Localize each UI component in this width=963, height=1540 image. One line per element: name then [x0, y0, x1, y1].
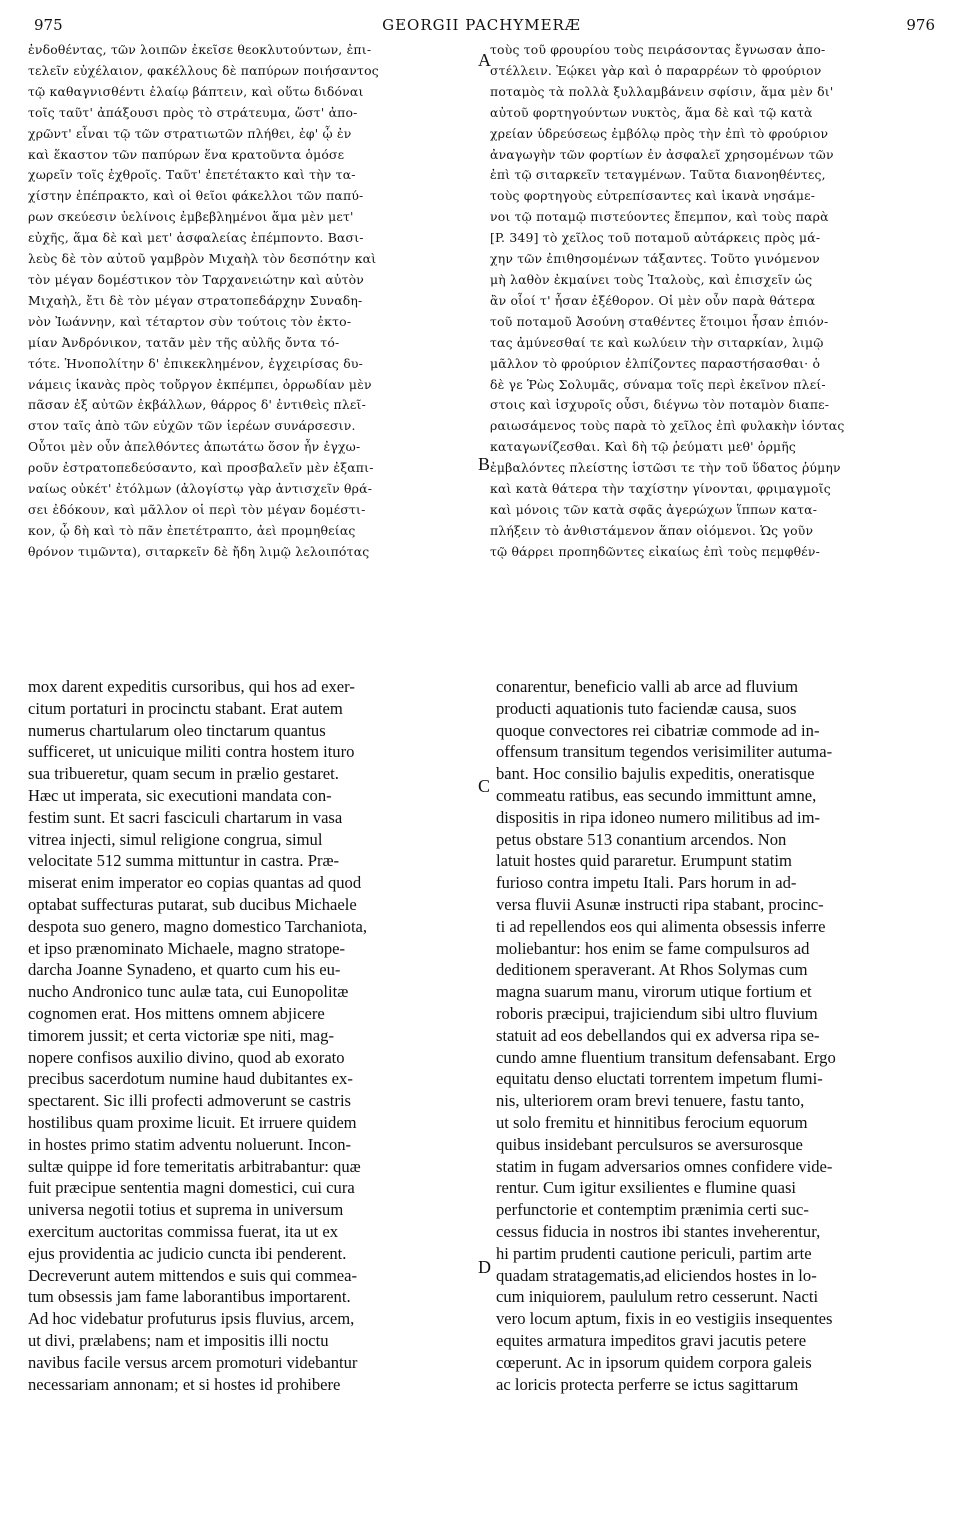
text-line: ναίως οὐκέτ' ἐτόλμων (ἀλογίστῳ γὰρ ἀντισχεῖν θρά-: [28, 481, 373, 497]
text-line: furioso contra impetu Itali. Pars horum in ad-: [496, 873, 797, 893]
text-line: νὸν Ἰωάννην, καὶ τέταρτον σὺν τούτοις τὸν ἐκτο-: [28, 313, 352, 329]
text-line: quadam stratagematis,ad eliciendos hostes in lo-: [496, 1265, 817, 1285]
text-line: vero locum aptum, fixis in eo vestigiis insequentes: [496, 1309, 833, 1329]
text-line: quibus insidebant perculsuros se aversurosque: [496, 1134, 803, 1154]
text-line: Hæc ut imperata, sic executioni mandata con-: [28, 785, 332, 805]
text-line: τας ἀμύνεσθαί τε καὶ κωλύειν τὴν σιταρκίαν, λιμῷ: [490, 334, 824, 350]
text-line: πᾶσαν ἐξ αὐτῶν ἐκβάλλων, θάρρος δ' ἐντιθεὶς πλεῖ-: [28, 397, 367, 413]
text-line: deditionem speraverant. At Rhos Solymas cum: [496, 960, 808, 980]
text-line: petus obstare 513 conantium arcendos. Non: [496, 829, 787, 849]
text-line: τὸν μέγαν δομέστικον τὸν Ταρχανειώτην καὶ αὐτὸν: [28, 271, 365, 287]
text-line: εὐχῆς, ἅμα δὲ καὶ μετ' ἀσφαλείας ἐπέμποντο. Βασι-: [28, 230, 364, 246]
text-line: τῷ θάρρει προπηδῶντες εἰκαίως ἐπὶ τοὺς πεμφθέν-: [490, 543, 821, 559]
text-line: ti ad repellendos eos qui alimenta obsessis inferre: [496, 916, 826, 936]
text-line: conarentur, beneficio valli ab arce ad fluvium: [496, 677, 799, 696]
text-line: ejus providentia ac judicio cuncta ibi penderent.: [28, 1243, 347, 1263]
text-line: roboris præcipui, trajiciendum sibi ultro fluvium: [496, 1003, 818, 1023]
text-line: μᾶλλον τὸ φρούριον ἐλπίζοντες παραστήσασθαι· ὁ: [490, 355, 821, 371]
text-line: dispositis in ripa idoneo numero militibus ad im-: [496, 807, 821, 827]
text-line: χωρεῖν τοῖς ἐχθροῖς. Ταῦτ' ἐπετέτακτο καὶ τὴν τα-: [28, 167, 356, 183]
text-line: λεὺς δὲ τὸν αὐτοῦ γαμβρὸν Μιχαὴλ τὸν δεσπότην καὶ: [28, 251, 377, 267]
text-line: ραιωσάμενος τοὺς παρὰ τὸ χεῖλος ἐπὶ φυλακὴν ἰόντας: [490, 418, 845, 434]
margin-marker-b: B: [478, 454, 491, 474]
text-line: τοὺς φορτηγοὺς εὐτρεπίσαντες καὶ ἱκανὰ νησάμε-: [490, 188, 816, 204]
page-number-right: 976: [906, 16, 935, 34]
text-line: Ad hoc videbatur profuturus ipsis fluvius, arcem,: [28, 1309, 355, 1329]
text-line: latuit hostes quid pararetur. Erumpunt statim: [496, 851, 792, 871]
text-line: τοὺς τοῦ φρουρίου τοὺς πειράσοντας ἔγνωσαν ἀπο-: [490, 42, 826, 57]
text-line: bant. Hoc consilio bajulis expeditis, oneratisque: [496, 764, 815, 784]
text-line: cognomen erat. Hos mittens omnem abjicere: [28, 1003, 325, 1023]
text-line: στοις καὶ ἰσχυροῖς οὖσι, διέγνω τὸν ποταμὸν διαπε-: [490, 397, 830, 413]
text-line: statim in fugam adversarios omnes confidere vide-: [496, 1156, 833, 1176]
text-line: ἐμβαλόντες πλείστης ἱστῶσι τε τὴν τοῦ ὕδατος ῥύμην: [490, 460, 841, 476]
text-line: ρων σκεύεσιν ὑελίνοις ἐμβεβλημένοι ἅμα μὲν μετ': [28, 209, 354, 225]
text-line: [P. 349] τὸ χεῖλος τοῦ ποταμοῦ αὐτάρκεις πρὸς μά-: [490, 230, 821, 246]
margin-marker-c: C: [478, 776, 491, 796]
text-line: citum portaturi in procinctu stabant. Erat autem: [28, 698, 343, 718]
text-line: quoque convectores rei cibatriæ commode ad in-: [496, 720, 820, 740]
text-line: χρείαν ὑδρεύσεως ἐμβόλῳ πρὸς τὴν ἐπὶ τὸ φρούριον: [490, 125, 829, 141]
text-line: ἐπὶ τῷ σιταρκεῖν τεταγμένων. Ταῦτα διανοηθέντες,: [490, 167, 826, 183]
text-line: σει ἐδόκουν, καὶ μᾶλλον οἱ περὶ τὸν μέγαν δομέστι-: [28, 501, 366, 517]
text-line: fuit præcipue sententia magni domestici, cui cura: [28, 1178, 355, 1198]
text-line: τελεῖν εὐχέλαιον, φακέλλους δὲ παπύρων ποιήσαντος: [28, 62, 379, 78]
text-line: spectarent. Sic illi profecti admoverunt se castris: [28, 1091, 352, 1111]
text-line: nucho Andronico tunc aulæ tata, cui Eunopolitæ: [28, 982, 349, 1002]
latin-column-left: [28, 676, 474, 1395]
text-line: necessariam annonam; et si hostes id prohibere: [28, 1374, 341, 1394]
text-line: νοι τῷ ποταμῷ πιστεύοντες ἔπεμπον, καὶ τοὺς παρὰ: [490, 209, 829, 225]
latin-column-right: [496, 676, 942, 1395]
text-line: τοῖς ταῦτ' ἀπάξουσι πρὸς τὸ στράτευμα, ὥστ' ἀπο-: [28, 104, 358, 120]
text-line: τῷ καθαγνισθέντι ἐλαίῳ βάπτειν, καὶ οὕτω διδόναι: [28, 83, 364, 99]
text-line: numerus chartularum oleo tinctarum quantus: [28, 720, 326, 740]
text-line: producti aquationis tuto faciendæ causa, suos: [496, 698, 797, 718]
text-line: festim sunt. Et sacri fasciculi chartarum in vasa: [28, 807, 343, 827]
text-line: Decreverunt autem mittendos e suis qui commea-: [28, 1265, 358, 1285]
running-title: GEORGII PACHYMERÆ: [382, 16, 581, 34]
text-line: δὲ γε Ῥὼς Σολυμᾶς, σύναμα τοῖς περὶ ἐκεῖνον πλεί-: [490, 376, 826, 392]
text-line: sua tribueretur, quam secum in prælio gestaret.: [28, 764, 339, 784]
text-line: Οὗτοι μὲν οὖν ἀπελθόντες ἀπωτάτω ὅσον ἦν ἐγχω-: [28, 439, 361, 455]
text-line: in hostes primo statim adventu noluerunt. Incon-: [28, 1134, 352, 1154]
greek-column-right: [490, 40, 942, 563]
text-line: optabat suffecturas putarat, sub ducibus Michaele: [28, 894, 357, 914]
text-line: Μιχαὴλ, ἔτι δὲ τὸν μέγαν στρατοπεδάρχην Συναδη-: [28, 292, 363, 308]
text-line: στον ταῖς ἀπὸ τῶν εὐχῶν τῶν ἱερέων συνάρσεσιν.: [28, 418, 356, 434]
text-line: τοῦ ποταμοῦ Ἀσούνη σταθέντες ἕτοιμοι ἦσαν ἐπιόν-: [490, 313, 829, 329]
text-line: αὐτοῦ φορτηγούντων νυκτὸς, ἅμα δὲ καὶ τῷ κατὰ: [490, 104, 813, 120]
text-line: nopere confisos auxilio divino, quod ab exorato: [28, 1047, 345, 1067]
text-line: καὶ μόνοις τῶν κατὰ σφᾶς ἀγερώχων ἵππων κατα-: [490, 501, 818, 517]
text-line: versa fluvii Asunæ instructi ripa stabant, procinc-: [496, 894, 824, 914]
text-line: χην τῶν ἐπιθησομένων τάξαντες. Τοῦτο γινόμενον: [490, 251, 820, 267]
text-line: sufficeret, ut unicuique militi contra hostem iturо: [28, 742, 355, 762]
text-line: τότε. Ἡνοπολίτην δ' ἐπικεκλημένον, ἐγχειρίσας δυ-: [28, 355, 363, 371]
text-line: offensum transitum tegendos verisimiliter autuma-: [496, 742, 833, 762]
text-line: navibus facile versus arcem promoturi videbantur: [28, 1352, 358, 1372]
text-line: cœperunt. Ac in ipsorum quidem corpora galeis: [496, 1352, 812, 1372]
text-line: hostilibus quam proxime licuit. Et irruere quidem: [28, 1112, 357, 1132]
text-line: ut divi, prælabens; nam et impositis illi noctu: [28, 1330, 329, 1350]
text-line: cum iniquiorem, paululum retro cesserunt. Nacti: [496, 1287, 819, 1307]
text-line: ἀναγωγὴν τῶν φορτίων ἐν ἀσφαλεῖ χρησομένων τῶν: [490, 146, 834, 162]
text-line: μίαν Ἀνδρόνικον, τατᾶν μὲν τῆς αὐλῆς ὄντα τό-: [28, 334, 340, 350]
text-line: καὶ κατὰ θάτερα τὴν ταχίστην γίνονται, φριμαγμοῖς: [490, 481, 831, 497]
text-line: exercitum auctoritas commissa fuerat, ita ut ex: [28, 1221, 339, 1241]
text-line: hi partim prudenti cautione periculi, partim arte: [496, 1243, 812, 1263]
text-line: equitatu denso eluctati torrentem impetum flumi-: [496, 1069, 823, 1089]
text-line: ἐνδοθέντας, τῶν λοιπῶν ἐκεῖσε θεοκλυτούντων, ἐπι-: [28, 42, 372, 57]
text-line: commeatu ratibus, eas secundo immittunt amne,: [496, 785, 817, 805]
text-line: νάμεις ἱκανὰς πρὸς τοὔργον ἐκπέμπει, ὀρρωδίαν μὲν: [28, 376, 372, 392]
margin-marker-a: A: [478, 50, 491, 70]
text-line: θρόνον τιμῶντα), σιταρκεῖν δὲ ἤδη λιμῷ λελοιπότας: [28, 543, 370, 559]
text-line: vitrea injecti, simul religione congrua, simul: [28, 829, 323, 849]
text-line: velocitate 512 summa mittuntur in castra. Præ-: [28, 851, 340, 871]
text-line: στέλλειν. Ἐῴκει γὰρ καὶ ὁ παραρρέων τὸ φρούριον: [490, 62, 822, 78]
running-header: [20, 16, 943, 38]
text-line: nis, ulteriorem oram brevi tenuere, fastu tanto,: [496, 1091, 805, 1111]
text-line: perfunctorie et contemptim prænimia certi suc-: [496, 1200, 809, 1220]
text-line: timorem jussit; et certa victoriæ spe niti, mag-: [28, 1025, 334, 1045]
text-line: darcha Joanne Synadeno, et quarto cum his eu-: [28, 960, 341, 980]
text-line: sultæ quippe id fore temeritatis arbitrabantur: quæ: [28, 1156, 361, 1176]
text-line: miserat enim imperator eo copias quantas ad quod: [28, 873, 362, 893]
text-line: universa negotii totius et suprema in universum: [28, 1200, 344, 1220]
text-line: et ipso prænominato Michaele, magno stratope-: [28, 938, 346, 958]
page-number-left: 975: [34, 16, 63, 34]
text-line: magna suarum manu, virorum utique fortium et: [496, 982, 812, 1002]
text-line: χρῶντ' εἶναι τῷ τῶν στρατιωτῶν πλήθει, ἐφ' ᾧ ἐν: [28, 125, 352, 141]
margin-marker-d: D: [478, 1257, 491, 1277]
text-line: equites armatura impeditos gravi jacutis petere: [496, 1330, 807, 1350]
text-line: statuit ad eos debellandos qui ex adversa ripa se-: [496, 1025, 820, 1045]
text-line: cundo amne fluentium transitum defensabant. Ergo: [496, 1047, 836, 1067]
text-line: mox darent expeditis cursoribus, qui hos ad exer-: [28, 677, 355, 696]
text-line: moliebantur: hos enim se fame compulsuros ad: [496, 938, 810, 958]
text-line: precibus sacerdotum numine haud dubitantes ex-: [28, 1069, 353, 1089]
text-line: καταγωνίζεσθαι. Καὶ δὴ τῷ ῥεύματι μεθ' ὁρμῆς: [490, 439, 797, 455]
text-line: ut solo fremitu et hinnitibus ferocium equorum: [496, 1112, 808, 1132]
text-line: tum obsessis jam fame laborantibus importarent.: [28, 1287, 351, 1307]
text-line: rentur. Cum igitur exsilientes e flumine quasi: [496, 1178, 797, 1198]
text-line: πλήξειν τὸ ἀνθιστάμενον ἅπαν οἰόμενοι. Ὡς γοῦν: [490, 522, 814, 538]
text-line: ροῦν ἐστρατοπεδεύσαντο, καὶ προσβαλεῖν μὲν ἐξαπι-: [28, 460, 374, 476]
text-line: καὶ ἕκαστον τῶν παπύρων ἕνα κρατοῦντα ὁμόσε: [28, 146, 345, 162]
text-line: μὴ λαθὸν ἐκμαίνει τοὺς Ἰταλοὺς, καὶ ἐπισχεῖν ὡς: [490, 271, 813, 287]
text-line: κον, ᾧ δὴ καὶ τὸ πᾶν ἐπετέτραπτο, ἀεὶ προμηθείας: [28, 522, 356, 538]
greek-column-left: [28, 40, 474, 563]
text-line: despota suo genero, magno domestico Tarchaniota,: [28, 916, 368, 936]
text-line: ποταμὸς τὰ πολλὰ ξυλλαμβάνειν σφίσιν, ἅμα μὲν δι': [490, 83, 834, 99]
text-line: ἂν οἷοί τ' ἦσαν ἐξέθορον. Οἱ μὲν οὖν παρὰ θάτερα: [490, 292, 816, 308]
text-line: cessus fiducia in nostros ibi stantes inveherentur,: [496, 1221, 821, 1241]
text-line: ac loricis protecta perferre se ictus sagittarum: [496, 1374, 799, 1394]
text-line: χίστην ἐπέπρακτο, καὶ οἱ θεῖοι φάκελλοι τῶν παπύ-: [28, 188, 364, 204]
